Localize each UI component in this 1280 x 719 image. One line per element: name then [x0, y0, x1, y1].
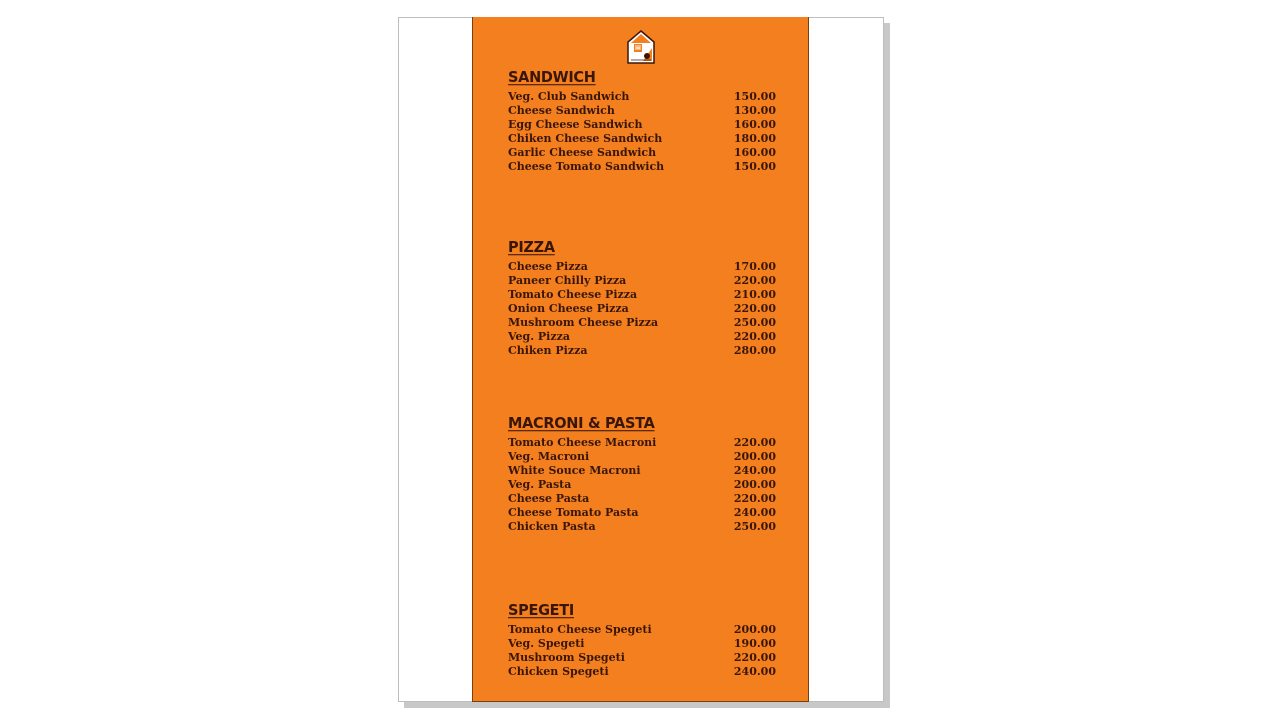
- item-price: 220.00: [733, 302, 776, 315]
- menu-item: [508, 330, 776, 344]
- menu-item: [508, 520, 776, 534]
- section-pizza: [508, 240, 776, 358]
- menu-item: [508, 90, 776, 104]
- item-price: 220.00: [733, 274, 776, 287]
- menu-item: [508, 637, 776, 651]
- item-name: Veg. Spegeti: [508, 637, 585, 650]
- item-name: Veg. Pizza: [508, 330, 570, 343]
- menu-item: [508, 316, 776, 330]
- menu-item: [508, 274, 776, 288]
- menu-item: [508, 623, 776, 637]
- menu-item: [508, 146, 776, 160]
- item-name: Chiken Cheese Sandwich: [508, 132, 663, 145]
- item-price: 240.00: [733, 464, 776, 477]
- item-name: Tomato Cheese Pizza: [508, 288, 638, 301]
- menu-item: [508, 302, 776, 316]
- menu-item: [508, 651, 776, 665]
- menu-item: [508, 665, 776, 679]
- item-price: 240.00: [733, 665, 776, 678]
- item-name: Mushroom Spegeti: [508, 651, 625, 664]
- item-name: Mushroom Cheese Pizza: [508, 316, 659, 329]
- item-price: 220.00: [733, 330, 776, 343]
- menu-item: [508, 288, 776, 302]
- menu-item: [508, 464, 776, 478]
- item-price: 220.00: [733, 436, 776, 449]
- item-name: Chiken Pizza: [508, 344, 588, 357]
- item-price: 250.00: [733, 316, 776, 329]
- menu-item: [508, 492, 776, 506]
- item-price: 160.00: [733, 118, 776, 131]
- item-price: 220.00: [733, 492, 776, 505]
- item-name: Paneer Chilly Pizza: [508, 274, 627, 287]
- item-price: 240.00: [733, 506, 776, 519]
- menu-item: [508, 450, 776, 464]
- item-name: Veg. Club Sandwich: [508, 90, 630, 103]
- item-price: 130.00: [733, 104, 776, 117]
- item-price: 250.00: [733, 520, 776, 533]
- item-price: 200.00: [733, 478, 776, 491]
- item-price: 160.00: [733, 146, 776, 159]
- menu-item: [508, 344, 776, 358]
- item-price: 190.00: [733, 637, 776, 650]
- menu-item: [508, 478, 776, 492]
- menu-item: [508, 104, 776, 118]
- item-name: Cheese Sandwich: [508, 104, 615, 117]
- item-price: 210.00: [733, 288, 776, 301]
- item-price: 220.00: [733, 651, 776, 664]
- item-price: 150.00: [733, 90, 776, 103]
- item-price: 200.00: [733, 450, 776, 463]
- house-logo-icon: [627, 30, 655, 64]
- item-name: Veg. Pasta: [508, 478, 572, 491]
- section-title: PIZZA: [508, 239, 555, 257]
- section-title: MACRONI & PASTA: [508, 415, 655, 433]
- item-name: Cheese Pizza: [508, 260, 588, 273]
- menu-panel: [472, 17, 809, 702]
- section-spegeti: [508, 603, 776, 679]
- menu-item: [508, 260, 776, 274]
- section-title: SANDWICH: [508, 69, 596, 87]
- item-price: 280.00: [733, 344, 776, 357]
- menu-item: [508, 118, 776, 132]
- section-title: SPEGETI: [508, 602, 574, 620]
- item-name: Egg Cheese Sandwich: [508, 118, 643, 131]
- item-name: Onion Cheese Pizza: [508, 302, 629, 315]
- menu-item: [508, 436, 776, 450]
- item-name: Garlic Cheese Sandwich: [508, 146, 657, 159]
- item-name: Tomato Cheese Macroni: [508, 436, 657, 449]
- menu-item: [508, 506, 776, 520]
- section-sandwich: [508, 70, 776, 174]
- item-price: 150.00: [733, 160, 776, 173]
- item-name: Cheese Tomato Sandwich: [508, 160, 665, 173]
- item-name: White Souce Macroni: [508, 464, 641, 477]
- item-price: 200.00: [733, 623, 776, 636]
- item-name: Cheese Pasta: [508, 492, 590, 505]
- item-price: 170.00: [733, 260, 776, 273]
- item-name: Cheese Tomato Pasta: [508, 506, 639, 519]
- item-name: Chicken Spegeti: [508, 665, 609, 678]
- item-price: 180.00: [733, 132, 776, 145]
- section-macroni-pasta: [508, 416, 776, 534]
- item-name: Tomato Cheese Spegeti: [508, 623, 652, 636]
- item-name: Chicken Pasta: [508, 520, 596, 533]
- menu-item: [508, 160, 776, 174]
- item-name: Veg. Macroni: [508, 450, 590, 463]
- menu-item: [508, 132, 776, 146]
